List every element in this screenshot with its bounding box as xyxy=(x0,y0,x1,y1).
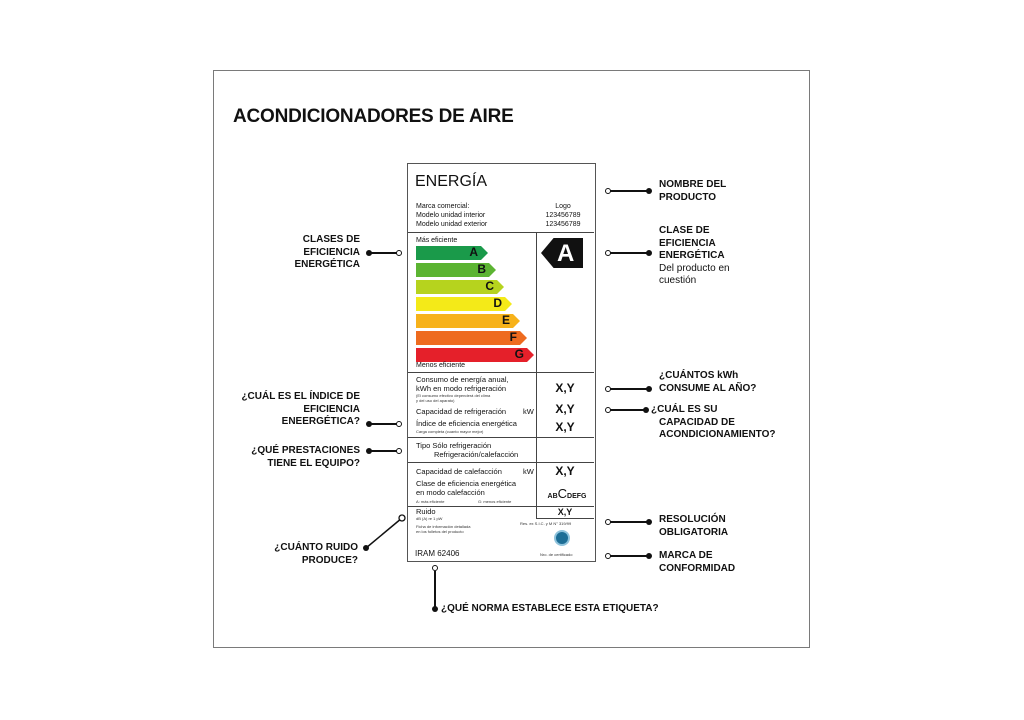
annotation-subline: Del producto en xyxy=(659,262,730,274)
annotation-noise xyxy=(240,542,358,567)
connector-circle-icon xyxy=(396,250,402,256)
connector-circle-icon xyxy=(396,421,402,427)
annotation-capacity xyxy=(651,404,775,442)
efficiency-index-note: Carga completa (cuanto mayor mejor) xyxy=(416,429,484,434)
heating-class-title-2: en modo calefacción xyxy=(416,488,485,497)
connector-dot-icon xyxy=(646,553,652,559)
scale-post: DEFG xyxy=(567,493,587,500)
noise-unit: dB (A) re 1 pW xyxy=(416,516,443,521)
type-label: Tipo Sólo refrigeración xyxy=(416,441,492,450)
product-class-arrow xyxy=(541,238,583,268)
cooling-capacity-label: Capacidad de refrigeración xyxy=(416,407,507,416)
product-info xyxy=(416,202,586,229)
divider xyxy=(536,518,594,519)
annotation-line: RESOLUCIÓN xyxy=(659,514,726,525)
class-bar-a xyxy=(416,246,488,260)
connector-line xyxy=(610,555,648,557)
page-title: ACONDICIONADORES DE AIRE xyxy=(233,106,514,127)
info-value: 123456789 xyxy=(545,212,581,219)
annotation-line: ¿CUÁL ES SU xyxy=(651,404,718,415)
consumption-note: (El consumo efectivo dependerá del clima xyxy=(416,393,491,398)
consumption-value: X,Y xyxy=(555,381,575,395)
heating-class-title: Clase de eficiencia energética xyxy=(416,479,517,488)
divider xyxy=(408,437,594,438)
class-letter: D xyxy=(493,296,502,310)
annotation-line: CONSUME AL AÑO? xyxy=(659,382,757,394)
annotation-energy-class xyxy=(659,225,730,288)
annotation-efficiency-classes xyxy=(250,234,360,272)
annotation-norm: ¿QUÉ NORMA ESTABLECE ESTA ETIQUETA? xyxy=(441,603,659,614)
annotation-line: ACONDICIONAMIENTO? xyxy=(659,429,776,440)
annotation-resolution xyxy=(659,514,728,539)
annotation-line: EFICIENCIA xyxy=(303,246,360,258)
connector-dot-icon xyxy=(432,606,438,612)
info-row-indoor xyxy=(416,211,586,220)
annotation-line: ENEERGÉTICA? xyxy=(281,416,360,427)
annotation-line: EFICIENCIA xyxy=(303,403,360,415)
info-row-brand xyxy=(416,202,586,211)
connector-line xyxy=(610,409,646,411)
annotation-efficiency-index xyxy=(220,391,360,429)
annotation-line: OBLIGATORIA xyxy=(659,526,729,538)
class-bar-c xyxy=(416,280,504,294)
efficiency-value: X,Y xyxy=(555,420,575,434)
info-key: Modelo unidad exterior xyxy=(416,221,488,228)
info-row-outdoor xyxy=(416,220,586,229)
divider xyxy=(408,232,594,233)
annotation-line: CLASE DE xyxy=(659,225,710,236)
connector-dot-icon xyxy=(643,407,649,413)
connector-dot-icon xyxy=(646,250,652,256)
class-letter: F xyxy=(509,330,517,344)
class-bar-f xyxy=(416,331,527,345)
connector-line xyxy=(370,423,398,425)
connector-line xyxy=(610,388,648,390)
class-letter: A xyxy=(469,245,478,259)
annotation-line: CAPACIDAD DE xyxy=(659,416,735,428)
consumption-title-2: kWh en modo refrigeración xyxy=(416,384,507,393)
annotation-line: EFICIENCIA xyxy=(659,237,716,249)
conformity-seal-icon xyxy=(554,530,570,546)
annotation-conformity xyxy=(659,550,735,575)
class-bar-g xyxy=(416,348,534,362)
connector-dot-icon xyxy=(646,519,652,525)
cooling-value: X,Y xyxy=(555,402,575,416)
label-heading: ENERGÍA xyxy=(415,173,488,190)
info-key: Modelo unidad interior xyxy=(416,212,486,219)
annotation-features xyxy=(220,445,360,470)
annotation-line: CLASES DE xyxy=(302,234,360,245)
least-efficient-label: Menos eficiente xyxy=(416,362,466,369)
connector-dot-icon xyxy=(646,188,652,194)
info-key: Marca comercial: xyxy=(416,203,470,210)
connector-line xyxy=(610,252,648,254)
scale-pre: AB xyxy=(547,493,558,500)
efficiency-index-label: Índice de eficiencia energética xyxy=(416,419,517,428)
annotation-product-name xyxy=(659,179,726,204)
info-value: Logo xyxy=(555,203,571,210)
class-letter: G xyxy=(514,347,524,361)
heating-capacity-label: Capacidad de calefacción xyxy=(416,467,502,476)
leaflet-note: Ficha de información detallada xyxy=(416,524,471,529)
most-efficient-label: Más eficiente xyxy=(416,237,458,244)
class-bar-d xyxy=(416,297,512,311)
connector-line xyxy=(370,252,398,254)
cooling-unit: kW xyxy=(523,407,534,416)
annotation-line: CONFORMIDAD xyxy=(659,562,736,574)
class-letter: E xyxy=(501,313,510,327)
heating-unit: kW xyxy=(523,467,534,476)
annotation-line: MARCA DE xyxy=(659,550,713,561)
annotation-subline: cuestión xyxy=(659,275,697,286)
annotation-line: ENERGÉTICA xyxy=(659,250,725,261)
scale-selected: C xyxy=(557,486,568,501)
info-value: 123456789 xyxy=(545,221,581,228)
divider xyxy=(408,462,594,463)
leaflet-note-2: en los folletos del producto xyxy=(416,529,464,534)
annotation-line: ¿CUÁNTO RUIDO xyxy=(274,542,358,553)
class-bar-e xyxy=(416,314,520,328)
connector-diagonal-icon xyxy=(360,512,408,554)
connector-circle-icon xyxy=(396,448,402,454)
annotation-line: ¿CUÁL ES EL ÍNDICE DE xyxy=(241,391,360,402)
heating-class-scale xyxy=(539,486,595,501)
connector-line xyxy=(370,450,398,452)
annotation-line: ¿CUÁNTOS kWh xyxy=(659,370,739,381)
annotation-line: PRODUCTO xyxy=(659,191,717,203)
consumption-title: Consumo de energía anual, xyxy=(416,375,509,384)
heating-class-note-a: A: más eficiente xyxy=(416,499,445,504)
heating-class-note-g: G: menos eficiente xyxy=(478,499,512,504)
connector-line xyxy=(610,190,648,192)
annotation-line: PRODUCE? xyxy=(301,554,358,566)
energy-label xyxy=(407,163,596,562)
annotation-line: TIENE EL EQUIPO? xyxy=(267,457,360,469)
class-letter: C xyxy=(485,279,494,293)
norm-label: IRAM 62406 xyxy=(415,549,460,558)
product-class-letter: A xyxy=(557,240,575,267)
resolution-text: Res. ex S.I.C. y M N° 319/99 xyxy=(520,521,572,526)
cert-number-label: Nro. de certificado xyxy=(540,552,573,557)
noise-value: X,Y xyxy=(557,507,573,517)
heating-value: X,Y xyxy=(555,464,575,478)
connector-line xyxy=(610,521,648,523)
connector-line xyxy=(434,571,436,608)
class-letter: B xyxy=(477,262,486,276)
type-label-2: Refrigeración/calefacción xyxy=(434,450,519,459)
class-bar-b xyxy=(416,263,496,277)
annotation-line: ¿QUÉ PRESTACIONES xyxy=(251,445,360,456)
noise-label: Ruido xyxy=(416,507,436,516)
divider xyxy=(408,372,594,373)
annotation-annual-kwh xyxy=(659,370,756,395)
consumption-note-2: y del uso del aparato) xyxy=(416,398,455,403)
annotation-line: NOMBRE DEL xyxy=(659,179,727,190)
annotation-line: ENERGÉTICA xyxy=(294,259,360,270)
connector-dot-icon xyxy=(646,386,652,392)
